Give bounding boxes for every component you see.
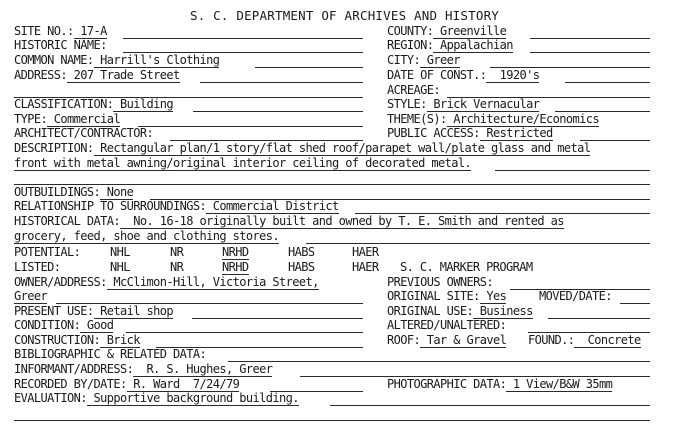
classification-value: Building: [113, 97, 173, 111]
historical-field: [14, 215, 564, 228]
owner-label: OWNER/ADDRESS:: [14, 275, 107, 289]
informant-label: INFORMANT/ADDRESS:: [14, 362, 134, 376]
outbuildings-value: None: [100, 185, 134, 199]
region-value: Appalachian: [433, 38, 513, 52]
historical-line-1: No. 16-18 originally built and owned by T. E. Smith and rented as: [120, 214, 564, 228]
bottom-rule: [14, 420, 650, 421]
moved-rule: [620, 303, 650, 304]
listed-habs: HABS: [288, 260, 315, 274]
found-value: Concrete: [574, 333, 641, 347]
roof-label: ROOF:: [387, 333, 421, 347]
original-use-rule: [548, 318, 650, 319]
photographic-field: [387, 378, 612, 391]
site-no-rule: [123, 38, 363, 39]
potential-habs: HABS: [288, 245, 315, 259]
common-name-label: COMMON NAME:: [14, 53, 94, 67]
region-label: REGION:: [387, 38, 434, 52]
potential-label: POTENTIAL:: [14, 245, 81, 259]
architect-label: ARCHITECT/CONTRACTOR:: [14, 126, 154, 140]
date-rule: [565, 82, 650, 83]
architect-field: [14, 127, 153, 140]
moved-label: MOVED/DATE:: [539, 289, 612, 303]
informant-field: [14, 363, 272, 376]
recorded-field: [14, 378, 239, 391]
listed-nrhd-text: NRHD: [222, 260, 249, 274]
construction-field: [14, 334, 140, 347]
present-use-rule: [192, 318, 363, 319]
type-value: Commercial: [47, 112, 120, 126]
construction-label: CONSTRUCTION:: [14, 333, 101, 347]
description-line-2-row: [14, 157, 471, 170]
county-label: COUNTY:: [387, 24, 434, 38]
present-use-label: PRESENT USE:: [14, 304, 94, 318]
outbuildings-label: OUTBUILDINGS:: [14, 185, 101, 199]
bibliographic-rule: [228, 361, 650, 362]
condition-rule: [126, 332, 363, 333]
owner-line-2: Greer: [14, 289, 48, 303]
previous-owners-field: [387, 276, 493, 289]
potential-haer: HAER: [352, 245, 379, 259]
photographic-label: PHOTOGRAPHIC DATA:: [387, 377, 507, 391]
owner-line-2-row: [14, 290, 47, 303]
public-access-label: PUBLIC ACCESS:: [387, 126, 480, 140]
historic-name-field: [14, 39, 107, 52]
listed-haer: HAER: [352, 260, 379, 274]
bibliographic-field: [14, 348, 206, 361]
historic-name-label: HISTORIC NAME:: [14, 38, 107, 52]
address-label: ADDRESS:: [14, 68, 67, 82]
county-value: Greenville: [433, 24, 507, 38]
photographic-value: 1 View/B&W 35mm: [506, 377, 613, 391]
recorded-label: RECORDED BY/DATE:: [14, 377, 127, 391]
condition-label: CONDITION:: [14, 318, 81, 332]
style-field: [387, 98, 539, 111]
listed-nrhd: [222, 261, 249, 274]
previous-owners-label: PREVIOUS OWNERS:: [387, 275, 493, 289]
relationship-field: [14, 200, 339, 213]
classification-label: CLASSIFICATION:: [14, 97, 114, 111]
description-label: DESCRIPTION:: [14, 141, 94, 155]
site-no-label: SITE NO.:: [14, 24, 74, 38]
common-name-value: Harrill's Clothing: [93, 53, 220, 67]
evaluation-field: [14, 392, 299, 405]
recorded-value: R. Ward 7/24/79: [126, 377, 240, 391]
acreage-field: [387, 84, 440, 97]
date-field: [387, 69, 539, 82]
style-value: Brick Vernacular: [426, 97, 540, 111]
historical-rule: [306, 243, 650, 244]
altered-label: ALTERED/UNALTERED:: [387, 318, 507, 332]
listed-nhl: NHL: [110, 260, 130, 274]
potential-nr: NR: [170, 245, 184, 259]
altered-field: [387, 319, 506, 332]
present-use-field: [14, 305, 173, 318]
potential-nrhd: [222, 246, 249, 259]
address-field: [14, 69, 180, 82]
condition-value: Good: [80, 318, 114, 332]
public-access-field: [387, 127, 553, 140]
page-title: S. C. DEPARTMENT OF ARCHIVES AND HISTORY: [190, 8, 500, 23]
original-site-label: ORIGINAL SITE:: [387, 289, 480, 303]
city-value: Greer: [420, 53, 460, 67]
description-line-1: Rectangular plan/1 story/flat shed roof/parapet wall/plate glass and metal: [93, 141, 591, 155]
public-access-rule: [580, 140, 650, 141]
condition-field: [14, 319, 113, 332]
theme-label: THEME(S):: [387, 112, 447, 126]
evaluation-rule: [330, 405, 650, 406]
original-site-field: [387, 290, 506, 303]
potential-nrhd-text: NRHD: [222, 245, 249, 259]
relationship-value: Commercial District: [206, 199, 339, 213]
common-name-field: [14, 54, 219, 67]
address-value: 207 Trade Street: [67, 68, 180, 82]
original-use-label: ORIGINAL USE:: [387, 304, 474, 318]
description-rule-1: [495, 170, 650, 171]
type-field: [14, 113, 120, 126]
owner-line-1: McClimon-Hill, Victoria Street,: [106, 275, 319, 289]
original-use-field: [387, 305, 533, 318]
construction-value: Brick: [100, 333, 140, 347]
historical-line-2: grocery, feed, shoe and clothing stores.: [14, 229, 279, 243]
found-field: [528, 334, 641, 347]
roof-value: Tar & Gravel: [420, 333, 507, 347]
outbuildings-field: [14, 186, 133, 199]
date-value: 1920's: [486, 68, 540, 82]
listed-nr: NR: [170, 260, 184, 274]
type-label: TYPE:: [14, 112, 48, 126]
evaluation-label: EVALUATION:: [14, 391, 87, 405]
site-no-value: 17-A: [73, 24, 107, 38]
description-field: [14, 142, 590, 155]
marker-program: S. C. MARKER PROGRAM: [400, 260, 533, 274]
description-line-2: front with metal awning/original interior ceiling of decorated metal.: [14, 156, 472, 170]
acreage-label: ACREAGE:: [387, 83, 440, 97]
owner-field: [14, 276, 319, 289]
original-use-value: Business: [473, 304, 533, 318]
address-rule: [200, 82, 363, 83]
relationship-label: RELATIONSHIP TO SURROUNDINGS:: [14, 199, 207, 213]
potential-nhl: NHL: [110, 245, 130, 259]
historical-label: HISTORICAL DATA:: [14, 214, 120, 228]
city-field: [387, 54, 460, 67]
region-rule: [530, 52, 650, 53]
found-label: FOUND.:: [528, 333, 575, 347]
date-label: DATE OF CONST.:: [387, 68, 487, 82]
region-field: [387, 39, 513, 52]
historical-line-2-row: [14, 230, 279, 243]
original-site-value: Yes: [479, 289, 507, 303]
style-label: STYLE:: [387, 97, 427, 111]
theme-value: Architecture/Economics: [446, 112, 599, 126]
county-rule: [530, 38, 650, 39]
moved-field: [539, 290, 612, 303]
informant-value: R. S. Hughes, Greer: [133, 362, 273, 376]
classification-rule: [193, 111, 363, 112]
city-label: CITY:: [387, 53, 421, 67]
type-rule: [138, 126, 363, 127]
evaluation-value: Supportive background building.: [86, 391, 299, 405]
common-name-rule: [255, 67, 363, 68]
bibliographic-label: BIBLIOGRAPHIC & RELATED DATA:: [14, 347, 207, 361]
roof-field: [387, 334, 506, 347]
site-no-field: [14, 25, 107, 38]
county-field: [387, 25, 506, 38]
listed-label: LISTED:: [14, 260, 61, 274]
present-use-value: Retail shop: [93, 304, 173, 318]
theme-field: [387, 113, 599, 126]
public-access-value: Restricted: [479, 126, 553, 140]
classification-field: [14, 98, 173, 111]
